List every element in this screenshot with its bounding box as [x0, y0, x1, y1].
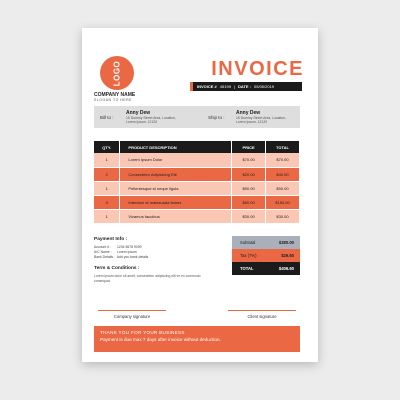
logo-text: LOGO	[112, 60, 122, 86]
bank-label: Bank Details :	[94, 255, 115, 259]
row-qty: 3	[94, 195, 120, 209]
ship-to-label: Ship to :	[208, 115, 225, 120]
bill-to-address: 15 Dummy Street Area, Location, Lorem Ipsum, 12120	[126, 116, 176, 124]
table-row	[94, 167, 300, 181]
footer-payment-note: Payment is due max 7 days after invoice without deduction.	[100, 337, 221, 342]
header-qty: QTY.	[94, 141, 120, 153]
payment-info-title: Payment Info :	[94, 237, 128, 242]
bill-to-name: Anny Dew	[126, 110, 151, 116]
company-signature-line	[98, 310, 166, 311]
invoice-meta-bar	[190, 82, 302, 91]
account-value: 1234 5678 9099	[116, 245, 142, 249]
row-qty: 1	[94, 153, 120, 167]
terms-title: Term & Conditions :	[94, 266, 140, 271]
invoice-date-label: DATE :	[237, 84, 252, 89]
row-price: $50.00	[232, 195, 266, 209]
tax-value: $26.60	[281, 253, 294, 258]
row-price: $30.00	[232, 209, 266, 223]
footer-thanks: THANK YOU FOR YOUR BUSINESS	[100, 330, 185, 335]
invoice-date: 05/05/2019	[254, 84, 275, 89]
total-row	[232, 262, 300, 275]
header-description: PRODUCT DESCRIPTION	[120, 141, 232, 153]
invoice-number-label: INVOICE #	[197, 84, 217, 89]
row-total: $40.00	[266, 167, 300, 181]
footer-banner	[94, 326, 300, 352]
table-row	[94, 153, 300, 167]
row-description: Interdum et malesuada fames	[120, 195, 232, 209]
row-description: Vivamus faucibus	[120, 209, 232, 223]
meta-separator: |	[233, 84, 235, 89]
slogan: SLOGAN TO HERE	[94, 98, 132, 102]
table-row	[94, 195, 300, 209]
ship-to-address: 15 Dummy Street Area, Location, Lorem Ipsum, 12120	[236, 116, 286, 124]
client-signature-line	[228, 310, 296, 311]
totals-box	[232, 236, 300, 275]
payment-bank-line	[94, 255, 148, 259]
row-price: $20.00	[232, 167, 266, 181]
payment-acname-line	[94, 250, 137, 254]
company-name: COMPANY NAME	[94, 92, 136, 98]
company-signature-label: Company signature	[113, 314, 151, 319]
header-total: TOTAL	[266, 141, 300, 153]
row-description: Consectetur Adipisicing Elit	[120, 167, 232, 181]
tax-label: Tax (7%)	[240, 253, 257, 258]
table-row	[94, 181, 300, 195]
total-label: TOTAL	[240, 266, 254, 271]
row-total: $70.00	[266, 153, 300, 167]
header-price: PRICE	[232, 141, 266, 153]
ship-to-name: Anny Dew	[236, 110, 261, 116]
ac-name-label: A/C Name :	[94, 250, 112, 254]
row-price: $90.00	[232, 181, 266, 195]
row-qty: 1	[94, 209, 120, 223]
logo	[100, 56, 134, 90]
total-value: $406.60	[278, 266, 294, 271]
row-description: Pellentesque id neque ligula	[120, 181, 232, 195]
table-row	[94, 209, 300, 223]
ac-name-value: Lorem Ipsum	[116, 250, 137, 254]
row-total: $90.00	[266, 181, 300, 195]
row-total: $150.00	[266, 195, 300, 209]
payment-account-line	[94, 245, 141, 249]
invoice-number: 45199	[219, 84, 231, 89]
bank-value: Add you bank details	[116, 255, 149, 259]
row-qty: 1	[94, 181, 120, 195]
account-label: Account # :	[94, 245, 111, 249]
subtotal-label: Subtotal	[240, 240, 256, 245]
subtotal-value: $380.00	[278, 240, 294, 245]
bill-to-label: Bill to :	[100, 115, 114, 120]
items-table	[94, 141, 300, 224]
row-description: Lorem Ipsum Dolor	[120, 153, 232, 167]
row-price: $70.00	[232, 153, 266, 167]
subtotal-row	[232, 236, 300, 249]
terms-text: Lorem ipsum dolor sit amet, consectetur adipiscing elit ve ex commodo consequat.	[94, 274, 201, 283]
table-header-row	[94, 141, 300, 153]
row-total: $30.00	[266, 209, 300, 223]
address-box	[94, 106, 300, 128]
row-qty: 2	[94, 167, 120, 181]
tax-row	[232, 249, 300, 262]
invoice-title: INVOICE	[211, 58, 304, 80]
client-signature-label: Client signature	[247, 314, 277, 319]
invoice-sheet	[82, 28, 318, 362]
